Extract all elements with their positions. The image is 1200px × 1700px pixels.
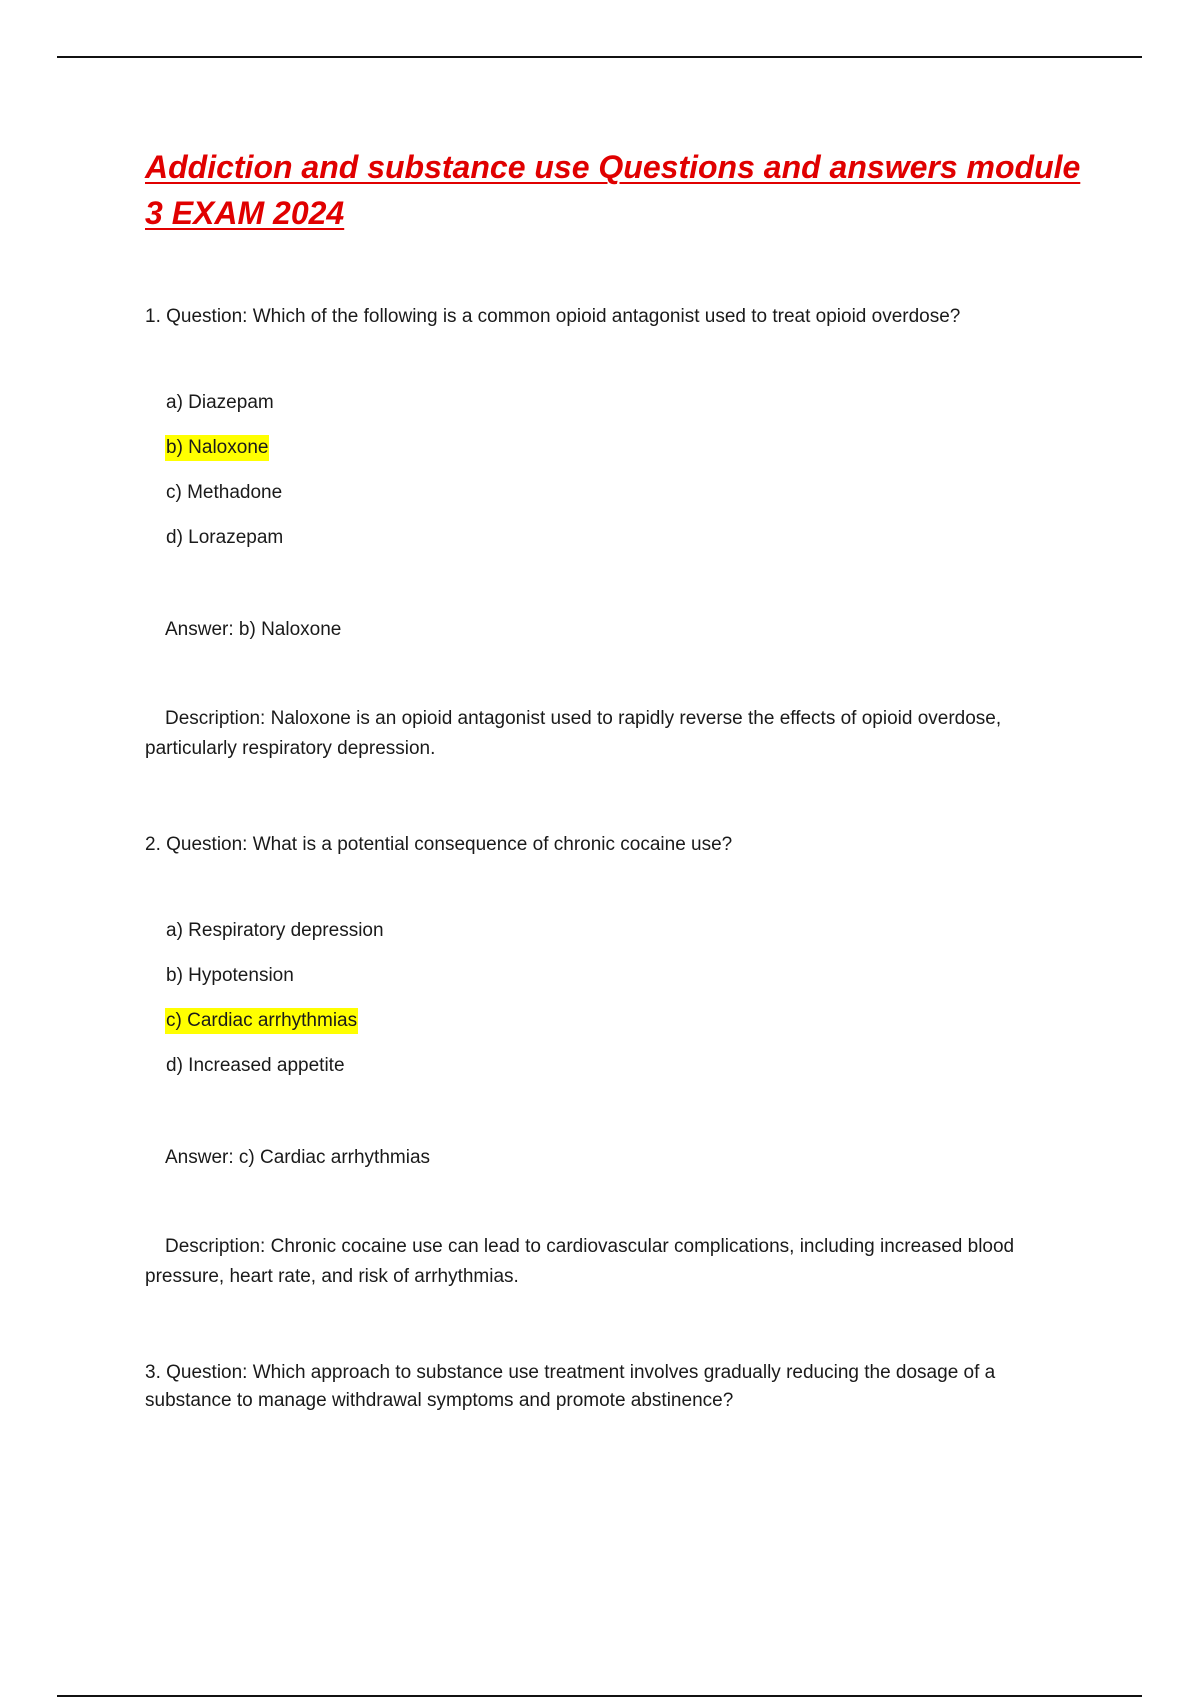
answer-text: Answer: b) Naloxone (165, 619, 342, 640)
option-label: a) Diazepam (166, 392, 274, 413)
footer-rule (57, 1695, 1142, 1697)
option-label: c) Methadone (166, 482, 283, 503)
question-block-3 (145, 1359, 1075, 1415)
question-text: 2. Question: What is a potential consequence of chronic cocaine use? (145, 834, 733, 855)
option-label: a) Respiratory depression (166, 920, 384, 941)
header-rule (57, 56, 1142, 58)
question-block-1 (145, 303, 1075, 764)
question-text: 3. Question: Which approach to substance use treatment involves gradually reducing the dosage of a substance to manage withdrawal symptoms and promote abstinence? (145, 1362, 996, 1411)
option-b (165, 963, 1075, 1008)
question-text: 1. Question: Which of the following is a common opioid antagonist used to treat opioid overdose? (145, 306, 961, 327)
option-c-highlighted (165, 1008, 1075, 1053)
question-block-2 (145, 831, 1075, 1292)
option-a (165, 390, 1075, 435)
option-d (165, 525, 1075, 570)
option-b-highlighted (165, 435, 1075, 480)
option-label: b) Naloxone (165, 435, 269, 461)
option-a (165, 918, 1075, 963)
option-label: c) Cardiac arrhythmias (165, 1008, 358, 1034)
description-text: Description: Naloxone is an opioid antagonist used to rapidly reverse the effects of opioid overdose, particularly respiratory depression. (145, 708, 1002, 759)
document-title: Addiction and substance use Questions and answers module 3 EXAM 2024 (145, 149, 1081, 231)
options-list (145, 918, 1075, 1098)
option-d (165, 1053, 1075, 1098)
options-list (145, 390, 1075, 570)
option-label: b) Hypotension (166, 965, 294, 986)
option-c (165, 480, 1075, 525)
description-text: Description: Chronic cocaine use can lead to cardiovascular complications, including increased blood pressure, heart rate, and risk of arrhythmias. (145, 1236, 1015, 1287)
answer-text: Answer: c) Cardiac arrhythmias (165, 1147, 431, 1168)
option-label: d) Increased appetite (166, 1055, 345, 1076)
option-label: d) Lorazepam (166, 527, 284, 548)
